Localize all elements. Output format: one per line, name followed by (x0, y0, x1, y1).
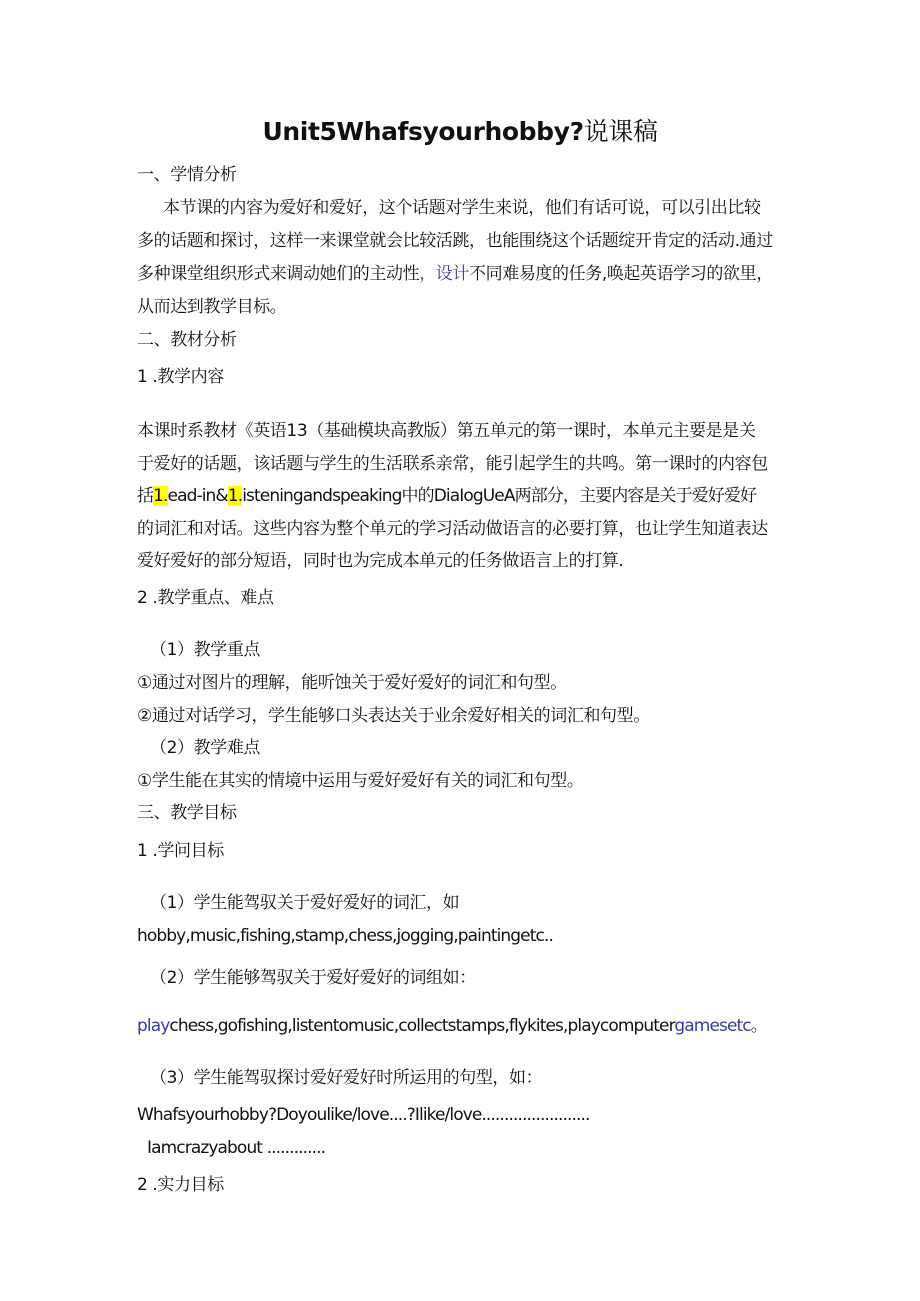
list-item: ①通过对图片的理解，能听蚀关于爱好爱好的词汇和句型。 (137, 673, 567, 693)
paragraph-line: 于爱好的话题，该话题与学生的生活联系亲常，能引起学生的共鸣。第一课时的内容包 (137, 454, 768, 474)
list-item: ①学生能在其实的情境中运用与爱好爱好有关的词汇和句型。 (137, 771, 584, 791)
highlighted-text: 1. (153, 486, 168, 506)
paragraph-line: 的词汇和对话。这些内容为整个单元的学习活动做语言的必要打算，也让学生知道表达 (137, 519, 768, 539)
subsection-heading: 2 .实力目标 (137, 1175, 224, 1195)
paragraph-line: （2）学生能够驾驭关于爱好爱好的词组如： (150, 968, 476, 988)
paragraph-line (137, 485, 756, 507)
text-run: 。 (750, 1016, 767, 1036)
paragraph-line: 本节课的内容为爱好和爱好，这个话题对学生来说，他们有话可说，可以引出比较 (163, 198, 761, 218)
text-run-blue: play (137, 1016, 170, 1036)
paragraph-line: 多的话题和探讨，这样一来课堂就会比较活跳，也能围绕这个话题绽开肯定的活动.通过 (137, 231, 773, 251)
page-title (0, 116, 920, 148)
paragraph-line: （3）学生能驾驭探讨爱好爱好时所运用的句型，如： (150, 1068, 543, 1088)
section-heading-material-analysis: 二、教材分析 (137, 330, 237, 350)
text-run-blue: ，设计 (419, 264, 470, 284)
text-run: chess,gofishing,listentomusic,collectstamps,flykites,playcomputer (169, 1016, 675, 1036)
paragraph-line (137, 1015, 767, 1037)
text-run: 括 (137, 486, 154, 506)
paragraph-line: 爱好爱好的部分短语，同时也为完成本单元的任务做语言上的打算. (137, 551, 624, 571)
text-run: ead-in& (167, 486, 228, 506)
paragraph-line: hobby,music,fishing,stamp,chess,jogging,paintingetc.. (137, 926, 553, 946)
text-run-blue: gamesetc (674, 1016, 751, 1036)
page-title-english: Unit5Whafsyourhobby? (262, 117, 584, 146)
subsection-heading: （2）教学难点 (150, 738, 261, 758)
paragraph-line (137, 263, 773, 285)
paragraph-line: Whafsyourhobby?Doyoulike/love....?Ilike/love........................ (137, 1105, 590, 1125)
paragraph-line: （1）学生能驾驭关于爱好爱好的词汇，如 (150, 893, 460, 913)
page-title-chinese: 说课稿 (583, 117, 658, 146)
paragraph-line: 从而达到教学目标。 (137, 297, 287, 317)
section-heading-teaching-goals: 三、教学目标 (137, 803, 237, 823)
subsection-heading: （1）教学重点 (150, 640, 261, 660)
highlighted-text: 1. (227, 486, 243, 506)
text-run: 不同难易度的任务,唤起英语学习的欲里， (469, 264, 773, 284)
list-item: ②通过对话学习，学生能够口头表达关于业余爱好相关的词汇和句型。 (137, 706, 650, 726)
section-heading-learner-analysis: 一、学情分析 (137, 165, 237, 185)
subsection-heading: 1 .学问目标 (137, 841, 224, 861)
text-run: 多种课堂组织形式来调动她们的主动性 (137, 264, 420, 284)
subsection-heading: 1 .教学内容 (137, 367, 224, 387)
paragraph-line: 本课时系教材《英语13（基础模块高教版）第五单元的第一课时，本单元主要是是关 (137, 421, 756, 441)
text-run: isteningandspeaking中的DiaIogUeA两部分，主要内容是关于爱好爱好 (242, 486, 757, 506)
paragraph-line: Iamcrazyabout ............. (147, 1138, 326, 1158)
subsection-heading: 2 .教学重点、难点 (137, 588, 274, 608)
